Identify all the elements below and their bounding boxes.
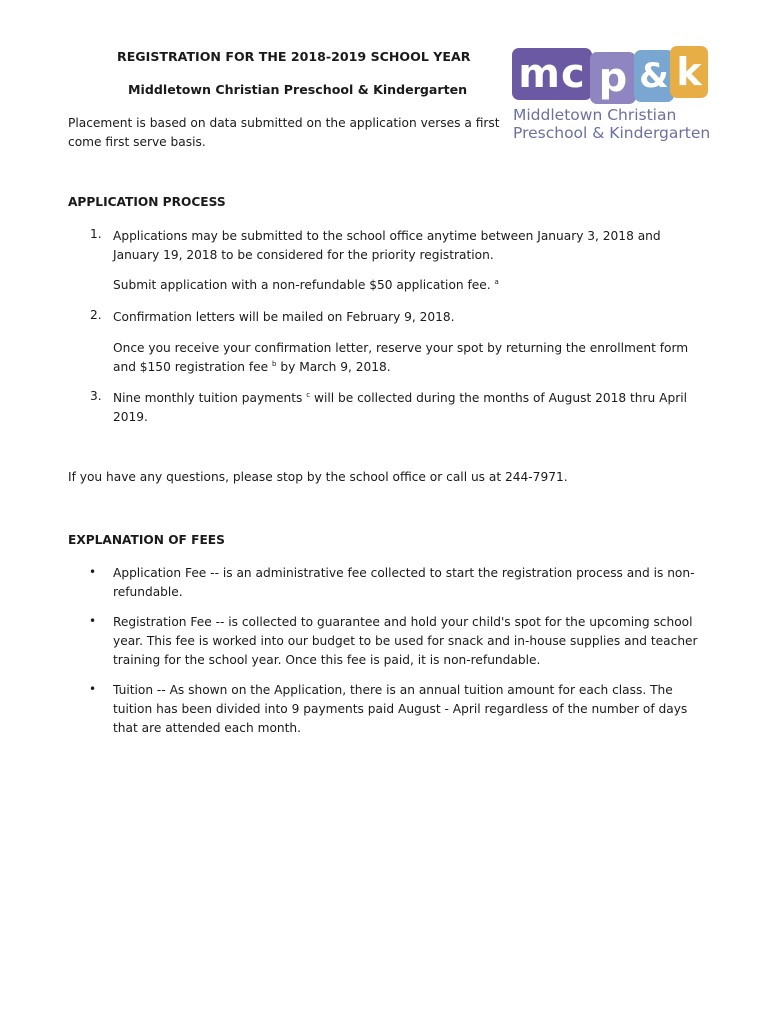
bullet-icon: • xyxy=(89,614,97,628)
process-item-1-number: 1. xyxy=(90,227,102,241)
bullet-icon: • xyxy=(89,565,97,579)
logo-text-line2: Preschool & Kindergarten xyxy=(513,124,711,142)
logo-tile-ampersand: & xyxy=(634,50,674,102)
logo-tile-mc: mc xyxy=(512,48,592,100)
process-item-2-text: Confirmation letters will be mailed on February 9, 2018. xyxy=(113,310,455,324)
logo-letter-tiles xyxy=(512,48,708,104)
logo-tile-k: k xyxy=(670,46,708,98)
logo-tile-p: p xyxy=(590,52,636,104)
process-item-1-subtext: Submit application with a non-refundable $50 application fee. $^a$ xyxy=(113,277,499,292)
school-logo xyxy=(512,48,711,148)
fee-item-tuition: Tuition -- As shown on the Application, there is an annual tuition amount for each class. The tuition has been divided into 9 payments paid August - April regardless of the number of days that are attended each month. xyxy=(113,683,688,735)
school-name-subtitle: Middletown Christian Preschool & Kindergarten xyxy=(128,82,468,97)
page-title: REGISTRATION FOR THE 2018-2019 SCHOOL YEAR xyxy=(117,49,471,64)
process-item-2-subtext: Once you receive your confirmation letter, reserve your spot by returning the enrollment form and $150 registration fee $^b$ by March 9, 2018. xyxy=(113,341,689,374)
process-item-3-text: Nine monthly tuition payments $^c$ will be collected during the months of August 2018 thru April 2019. xyxy=(113,390,687,424)
fee-item-application: Application Fee -- is an administrative fee collected to start the registration process and is non-refundable. xyxy=(113,566,695,599)
logo-text-line1: Middletown Christian xyxy=(513,106,677,124)
process-item-3-number: 3. xyxy=(90,389,102,403)
process-item-1-text: Applications may be submitted to the school office anytime between January 3, 2018 and January 19, 2018 to be considered for the priority registration. xyxy=(113,229,661,262)
intro-paragraph: Placement is based on data submitted on the application verses a first come first serve basis. xyxy=(68,116,500,149)
explanation-of-fees-heading: EXPLANATION OF FEES xyxy=(68,533,225,547)
application-process-heading: APPLICATION PROCESS xyxy=(68,195,226,209)
contact-paragraph: If you have any questions, please stop by the school office or call us at 244-7971. xyxy=(68,470,568,484)
fee-item-registration: Registration Fee -- is collected to guarantee and hold your child's spot for the upcoming school year. This fee is worked into our budget to be used for snack and in-house supplies and teacher training for the school year. Once this fee is paid, it is non-refundable. xyxy=(113,615,698,667)
process-item-2-number: 2. xyxy=(90,308,102,322)
bullet-icon: • xyxy=(89,682,97,696)
